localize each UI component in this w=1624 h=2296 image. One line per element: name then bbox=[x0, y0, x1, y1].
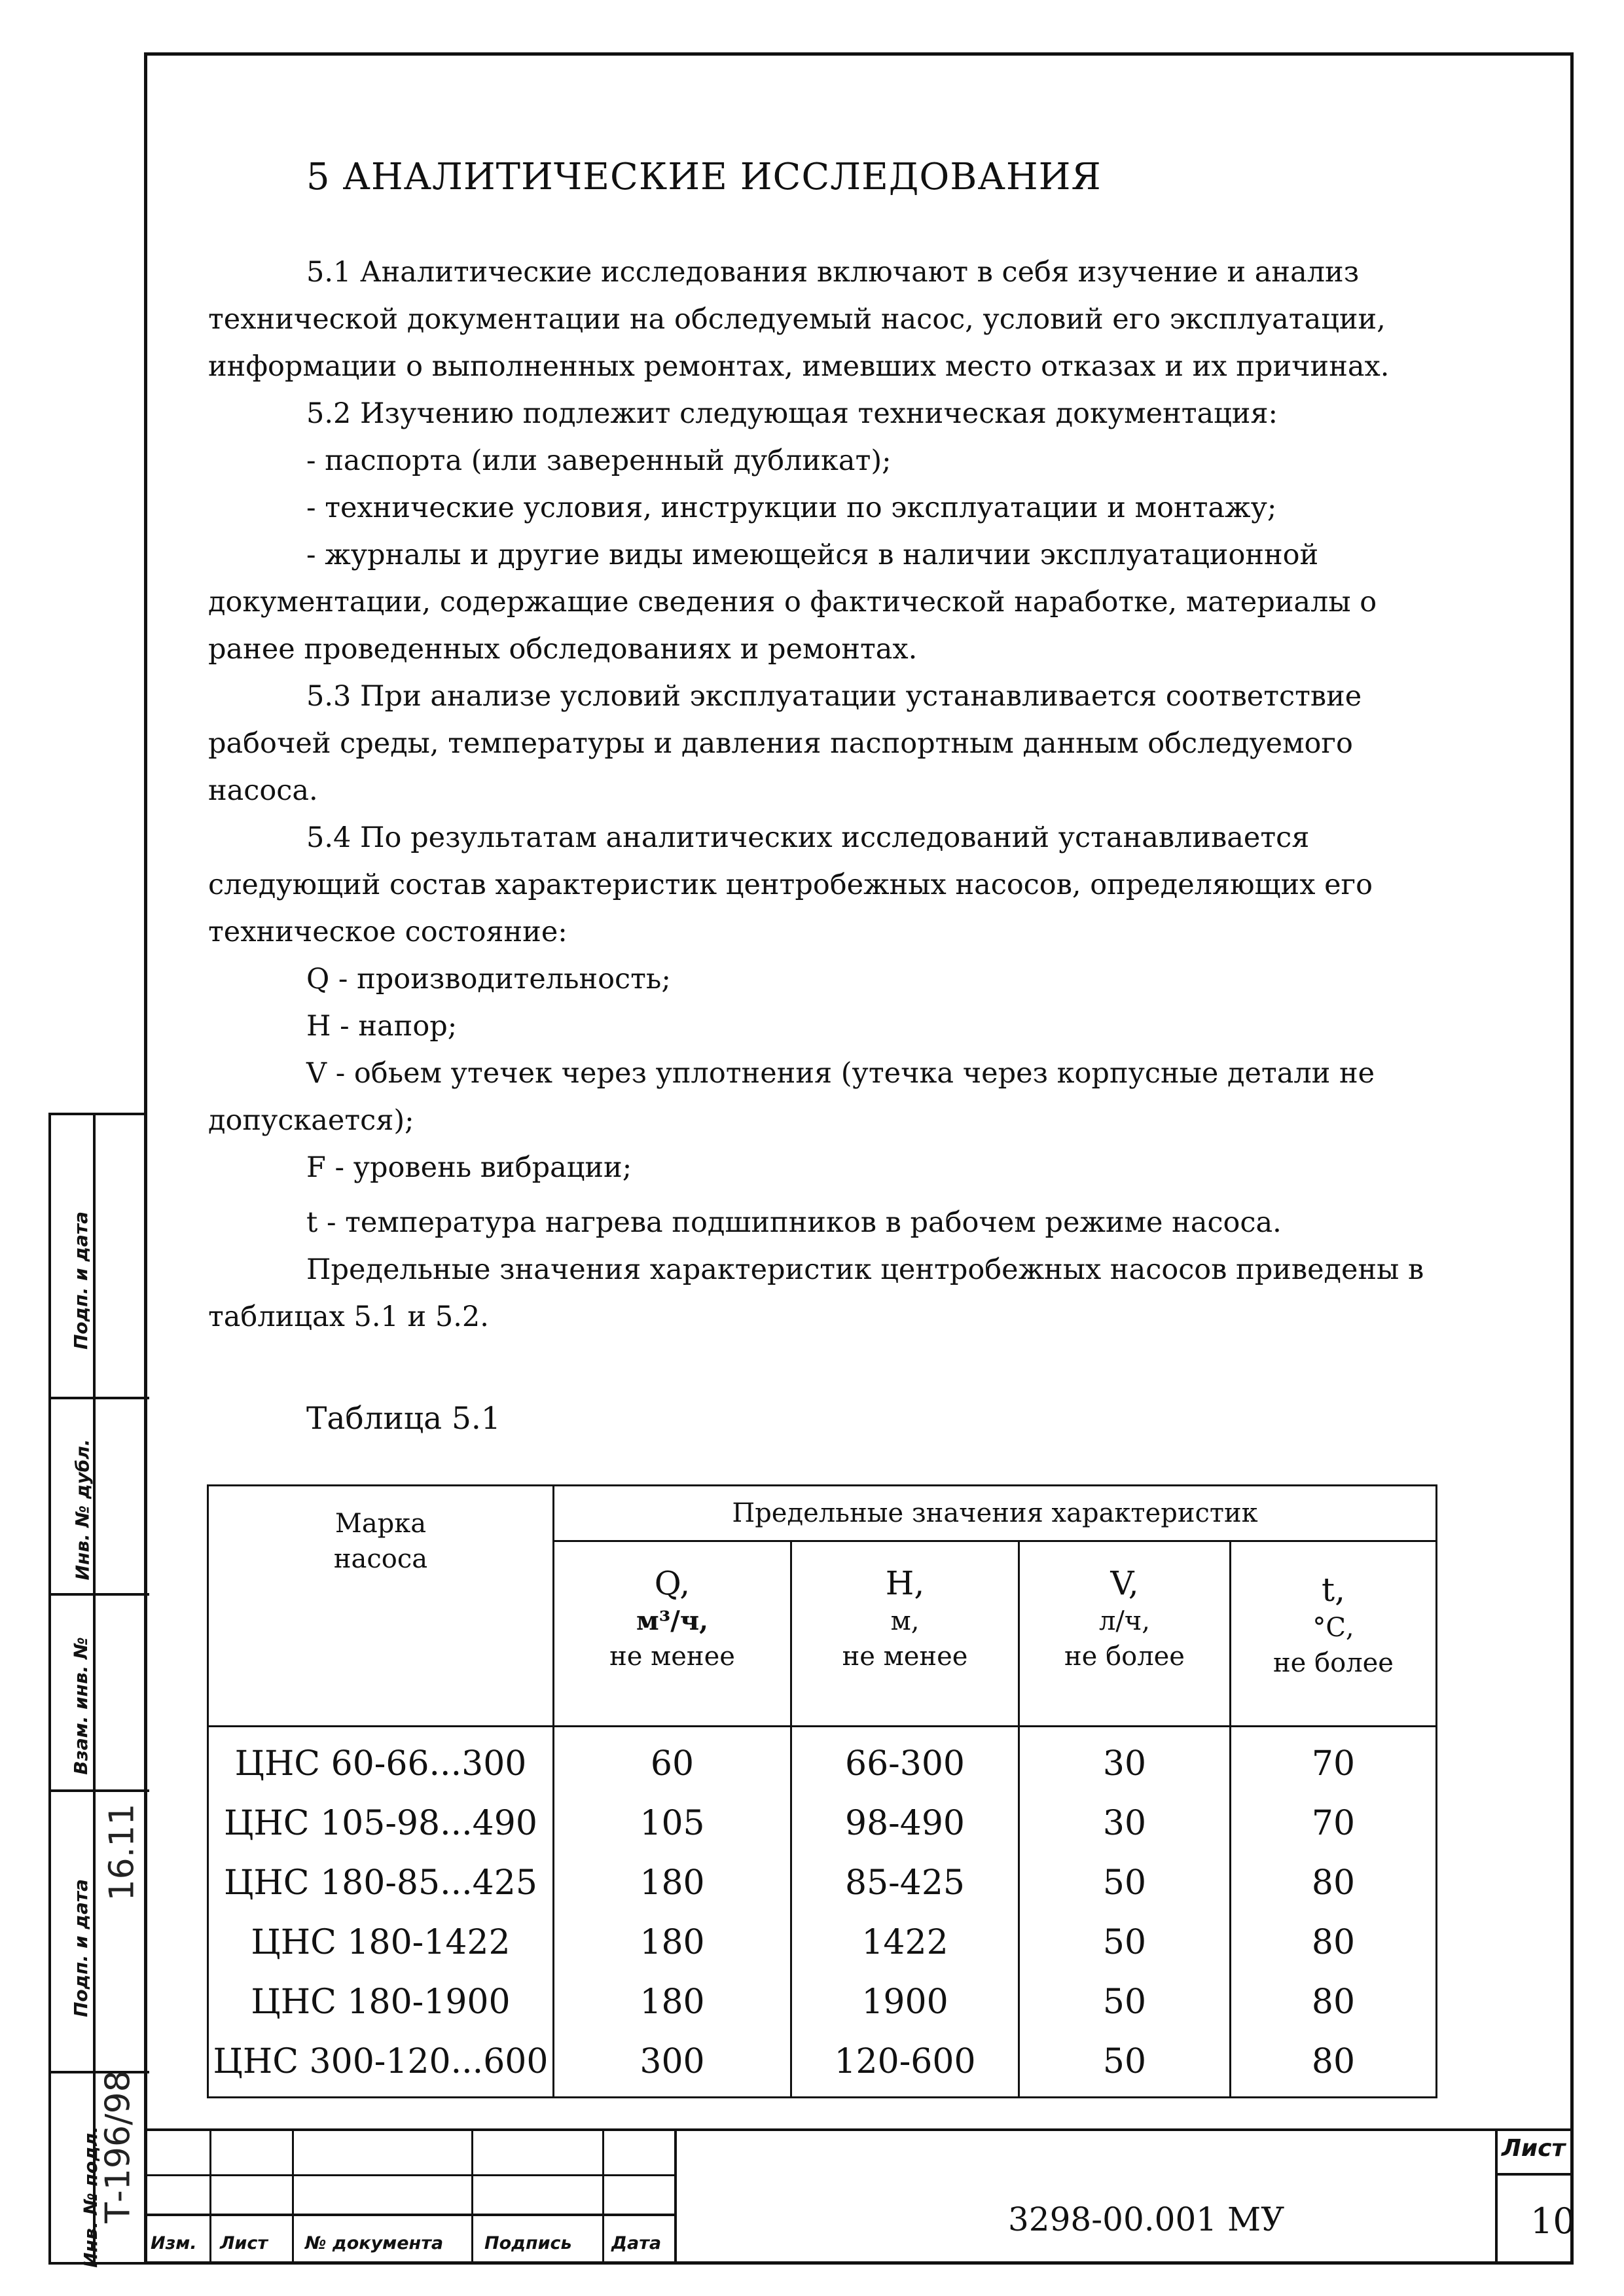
title-block-col-line bbox=[1495, 2128, 1498, 2265]
title-block-col-line bbox=[292, 2128, 294, 2265]
h-cell: 85-425 bbox=[791, 1853, 1019, 1912]
table-row bbox=[208, 1912, 1437, 1972]
title-block-row-line bbox=[144, 2214, 674, 2216]
paragraph-5-2: 5.2 Изучению подлежит следующая техническая документация: bbox=[306, 397, 1278, 430]
char-v: V - обьем утечек через уплотнения (утечка через корпусные детали не допускается); bbox=[208, 1057, 1375, 1137]
list-item-passport: - паспорта (или заверенный дубликат); bbox=[306, 444, 892, 477]
column-header-t: t, °С, не более bbox=[1231, 1541, 1437, 1727]
char-f: F - уровень вибрации; bbox=[306, 1151, 632, 1184]
h-cell: 98-490 bbox=[791, 1793, 1019, 1853]
q-cell: 60 bbox=[554, 1727, 791, 1794]
t-cell: 80 bbox=[1231, 2032, 1437, 2098]
stamp-label-orig-inv: Инв. № подл. bbox=[79, 2126, 101, 2268]
stamp-label-replace-inv: Взам. инв. № bbox=[69, 1637, 92, 1775]
brand-cell: ЦНС 180-85...425 bbox=[208, 1853, 554, 1912]
h-cell: 120-600 bbox=[791, 2032, 1019, 2098]
q-cell: 180 bbox=[554, 1853, 791, 1912]
char-h: H - напор; bbox=[306, 1010, 458, 1043]
column-header-h: H, м, не менее bbox=[791, 1541, 1019, 1727]
brand-cell: ЦНС 105-98...490 bbox=[208, 1793, 554, 1853]
section-heading: 5 АНАЛИТИЧЕСКИЕ ИССЛЕДОВАНИЯ bbox=[306, 156, 1102, 198]
stamp-divider bbox=[51, 1397, 149, 1399]
table-row bbox=[208, 1972, 1437, 2032]
limits-table bbox=[207, 1484, 1437, 2098]
char-q: Q - производительность; bbox=[306, 963, 671, 996]
stamp-label-sign-date-2: Подп. и дата bbox=[70, 1878, 92, 2018]
title-block-row-line bbox=[144, 2174, 674, 2176]
stamp-label-sign-date: Подп. и дата bbox=[70, 1211, 92, 1350]
v-cell: 30 bbox=[1019, 1793, 1231, 1853]
stamp-divider bbox=[51, 1593, 149, 1596]
list-item-logs: - журналы и другие виды имеющейся в наличии эксплуатационной документации, содержащие сведения о фактической наработке, материалы о ранее проведенных обследованиях и ремонтах. bbox=[208, 539, 1377, 666]
title-block-col-line bbox=[209, 2128, 211, 2265]
label-date: Дата bbox=[611, 2233, 662, 2253]
v-cell: 50 bbox=[1019, 1853, 1231, 1912]
handwritten-inventory-number: Т-196/98 bbox=[98, 2070, 138, 2223]
sheet-number: 10 bbox=[1530, 2200, 1576, 2242]
t-cell: 70 bbox=[1231, 1727, 1437, 1794]
stamp-label-dup-inv: Инв. № дубл. bbox=[71, 1439, 94, 1581]
h-cell: 1900 bbox=[791, 1972, 1019, 2032]
v-cell: 30 bbox=[1019, 1727, 1231, 1794]
brand-cell: ЦНС 300-120...600 bbox=[208, 2032, 554, 2098]
title-block bbox=[144, 2128, 1574, 2265]
list-item-tech-conditions: - технические условия, инструкции по эксплуатации и монтажу; bbox=[306, 492, 1277, 524]
title-block-border bbox=[144, 2128, 1574, 2131]
paragraph-5-3: 5.3 При анализе условий эксплуатации устанавливается соответствие рабочей среды, температуры и давления паспортным данным обследуемого насоса. bbox=[208, 680, 1362, 807]
t-cell: 80 bbox=[1231, 1853, 1437, 1912]
q-cell: 180 bbox=[554, 1912, 791, 1972]
title-block-row-line bbox=[1495, 2173, 1574, 2176]
label-change: Изм. bbox=[151, 2233, 197, 2253]
h-cell: 66-300 bbox=[791, 1727, 1019, 1794]
title-block-col-line bbox=[602, 2128, 604, 2265]
v-cell: 50 bbox=[1019, 1972, 1231, 2032]
title-block-col-line bbox=[674, 2128, 677, 2265]
column-header-q: Q, м³/ч, не менее bbox=[554, 1541, 791, 1727]
brand-cell: ЦНС 180-1900 bbox=[208, 1972, 554, 2032]
table-row bbox=[208, 1793, 1437, 1853]
t-cell: 70 bbox=[1231, 1793, 1437, 1853]
brand-cell: ЦНС 60-66...300 bbox=[208, 1727, 554, 1794]
table-row bbox=[208, 2032, 1437, 2098]
paragraph-5-4: 5.4 По результатам аналитических исследований устанавливается следующий состав характеристик центробежных насосов, определяющих его техническое состояние: bbox=[208, 821, 1373, 948]
v-cell: 50 bbox=[1019, 2032, 1231, 2098]
table-row bbox=[208, 1727, 1437, 1794]
label-sheet: Лист bbox=[220, 2233, 268, 2253]
brand-cell: ЦНС 180-1422 bbox=[208, 1912, 554, 1972]
document-code: 3298-00.001 МУ bbox=[1008, 2200, 1285, 2238]
table-row bbox=[208, 1853, 1437, 1912]
v-cell: 50 bbox=[1019, 1912, 1231, 1972]
stamp-divider bbox=[51, 1789, 149, 1792]
t-cell: 80 bbox=[1231, 1912, 1437, 1972]
table-caption: Таблица 5.1 bbox=[306, 1401, 501, 1437]
q-cell: 180 bbox=[554, 1972, 791, 2032]
q-cell: 300 bbox=[554, 2032, 791, 2098]
label-signature: Подпись bbox=[484, 2233, 572, 2253]
label-doc-number: № документа bbox=[305, 2233, 444, 2253]
brand-header: Марка насоса bbox=[208, 1486, 554, 1727]
q-cell: 105 bbox=[554, 1793, 791, 1853]
paragraph-limits: Предельные значения характеристик центробежных насосов приведены в таблицах 5.1 и 5.2. bbox=[208, 1253, 1424, 1333]
group-header: Предельные значения характеристик bbox=[554, 1486, 1437, 1541]
paragraph-5-1: 5.1 Аналитические исследования включают в себя изучение и анализ технической документации на обследуемый насос, условий его эксплуатации, информации о выполненных ремонтах, имевших место отказах и их причинах. bbox=[208, 256, 1390, 383]
stamp-divider bbox=[93, 1115, 96, 2262]
char-t: t - температура нагрева подшипников в рабочем режиме насоса. bbox=[306, 1206, 1282, 1239]
column-header-v: V, л/ч, не более bbox=[1019, 1541, 1231, 1727]
title-block-col-line bbox=[471, 2128, 473, 2265]
sheet-label: Лист bbox=[1502, 2135, 1566, 2162]
handwritten-date: 16.11 bbox=[102, 1803, 142, 1901]
t-cell: 80 bbox=[1231, 1972, 1437, 2032]
h-cell: 1422 bbox=[791, 1912, 1019, 1972]
